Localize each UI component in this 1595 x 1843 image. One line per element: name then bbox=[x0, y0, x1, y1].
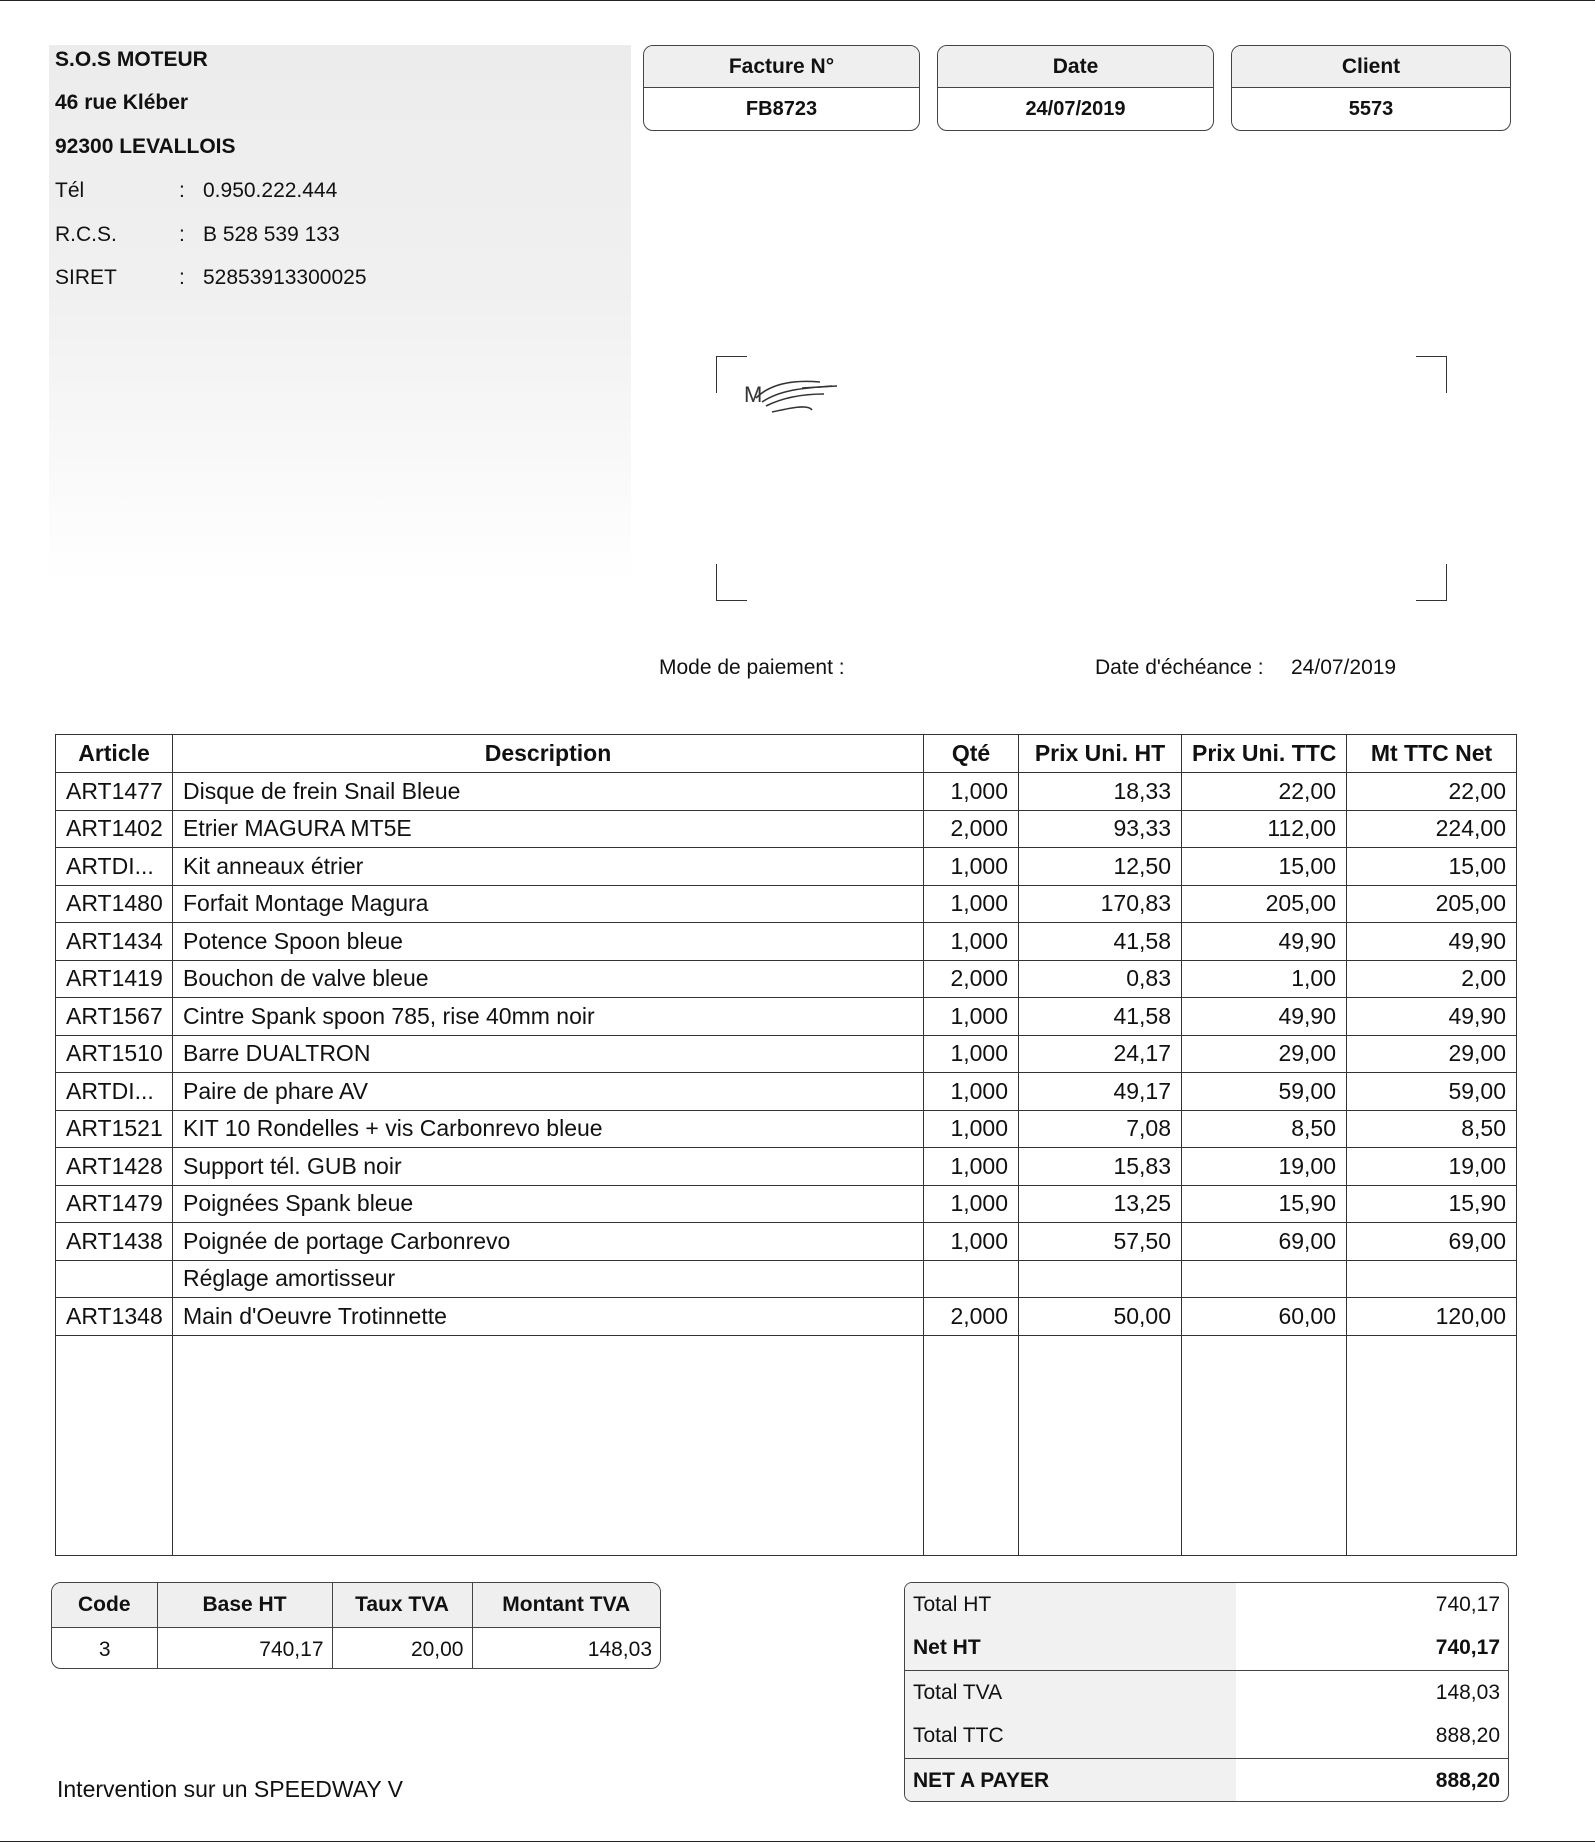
date-value: 24/07/2019 bbox=[1025, 98, 1126, 120]
cell-article: ART1510 bbox=[56, 1035, 173, 1073]
cell-total-ttc: 69,00 bbox=[1347, 1223, 1517, 1261]
col-description: Description bbox=[173, 735, 924, 773]
table-row bbox=[56, 848, 1517, 886]
vat-col-code: Code bbox=[52, 1583, 157, 1628]
cell-unit-price-ttc bbox=[1182, 1260, 1347, 1298]
company-city: 92300 LEVALLOIS bbox=[55, 135, 236, 158]
cell-description: Poignée de portage Carbonrevo bbox=[173, 1223, 924, 1261]
vat-base: 740,17 bbox=[157, 1628, 332, 1670]
vat-row bbox=[52, 1628, 660, 1670]
cell-unit-price-ht: 41,58 bbox=[1019, 998, 1182, 1036]
client-value: 5573 bbox=[1348, 98, 1394, 120]
cell-unit-price-ttc: 59,00 bbox=[1182, 1073, 1347, 1111]
cell-total-ttc: 205,00 bbox=[1347, 885, 1517, 923]
phone-value: 0.950.222.444 bbox=[203, 179, 338, 202]
vat-summary bbox=[51, 1582, 661, 1669]
totals-value: 740,17 bbox=[1435, 1636, 1500, 1660]
phone-separator: : bbox=[179, 179, 185, 202]
blank-cell bbox=[924, 1335, 1019, 1556]
logo-scribble-letter: M bbox=[744, 382, 763, 407]
cell-unit-price-ttc: 112,00 bbox=[1182, 810, 1347, 848]
cell-qty: 1,000 bbox=[924, 848, 1019, 886]
cell-qty bbox=[924, 1260, 1019, 1298]
cell-unit-price-ttc: 19,00 bbox=[1182, 1148, 1347, 1186]
totals-box bbox=[904, 1582, 1509, 1802]
client-box bbox=[1231, 45, 1511, 131]
totals-label: NET A PAYER bbox=[905, 1759, 1236, 1803]
table-row bbox=[56, 1298, 1517, 1336]
cell-unit-price-ttc: 49,90 bbox=[1182, 923, 1347, 961]
date-box bbox=[937, 45, 1214, 131]
cell-article: ART1479 bbox=[56, 1185, 173, 1223]
cell-qty: 1,000 bbox=[924, 923, 1019, 961]
due-date-value: 24/07/2019 bbox=[1291, 656, 1397, 679]
cell-total-ttc: 8,50 bbox=[1347, 1110, 1517, 1148]
cell-total-ttc: 15,90 bbox=[1347, 1185, 1517, 1223]
cell-total-ttc: 22,00 bbox=[1347, 773, 1517, 811]
cell-description: KIT 10 Rondelles + vis Carbonrevo bleue bbox=[173, 1110, 924, 1148]
cell-article: ART1348 bbox=[56, 1298, 173, 1336]
cell-total-ttc: 19,00 bbox=[1347, 1148, 1517, 1186]
cell-qty: 2,000 bbox=[924, 1298, 1019, 1336]
cell-unit-price-ht: 50,00 bbox=[1019, 1298, 1182, 1336]
cell-unit-price-ttc: 15,00 bbox=[1182, 848, 1347, 886]
cell-article bbox=[56, 1260, 173, 1298]
table-row bbox=[56, 1260, 1517, 1298]
table-row bbox=[56, 1110, 1517, 1148]
cell-description: Réglage amortisseur bbox=[173, 1260, 924, 1298]
table-blank-space bbox=[56, 1335, 1517, 1556]
cell-unit-price-ttc: 205,00 bbox=[1182, 885, 1347, 923]
blank-cell bbox=[173, 1335, 924, 1556]
company-phone bbox=[55, 179, 337, 203]
cell-unit-price-ht: 41,58 bbox=[1019, 923, 1182, 961]
cell-unit-price-ht bbox=[1019, 1260, 1182, 1298]
totals-row bbox=[905, 1759, 1508, 1803]
cell-article: ARTDI... bbox=[56, 848, 173, 886]
totals-label: Total TVA bbox=[905, 1671, 1236, 1715]
cell-unit-price-ttc: 69,00 bbox=[1182, 1223, 1347, 1261]
top-rule bbox=[0, 0, 1595, 1]
vat-code: 3 bbox=[52, 1628, 157, 1670]
cell-description: Forfait Montage Magura bbox=[173, 885, 924, 923]
vat-col-rate: Taux TVA bbox=[332, 1583, 472, 1628]
invoice-number-label: Facture N° bbox=[644, 46, 919, 88]
totals-value: 148,03 bbox=[1236, 1671, 1508, 1715]
table-row bbox=[56, 998, 1517, 1036]
cell-total-ttc: 59,00 bbox=[1347, 1073, 1517, 1111]
cell-unit-price-ht: 0,83 bbox=[1019, 960, 1182, 998]
items-table bbox=[55, 734, 1517, 1556]
vat-col-amount: Montant TVA bbox=[472, 1583, 660, 1628]
table-row bbox=[56, 923, 1517, 961]
frame-corner-bottom-right bbox=[1416, 564, 1447, 601]
cell-qty: 2,000 bbox=[924, 960, 1019, 998]
cell-article: ART1480 bbox=[56, 885, 173, 923]
cell-description: Cintre Spank spoon 785, rise 40mm noir bbox=[173, 998, 924, 1036]
cell-description: Support tél. GUB noir bbox=[173, 1148, 924, 1186]
frame-corner-bottom-left bbox=[716, 564, 747, 601]
cell-total-ttc: 49,90 bbox=[1347, 998, 1517, 1036]
totals-label: Total HT bbox=[905, 1583, 1236, 1627]
client-label: Client bbox=[1232, 46, 1510, 88]
cell-total-ttc: 29,00 bbox=[1347, 1035, 1517, 1073]
totals-row bbox=[905, 1583, 1508, 1627]
rcs-label: R.C.S. bbox=[55, 223, 117, 246]
cell-total-ttc: 224,00 bbox=[1347, 810, 1517, 848]
cell-description: Bouchon de valve bleue bbox=[173, 960, 924, 998]
totals-row bbox=[905, 1715, 1508, 1759]
cell-unit-price-ht: 57,50 bbox=[1019, 1223, 1182, 1261]
cell-description: Paire de phare AV bbox=[173, 1073, 924, 1111]
cell-description: Poignées Spank bleue bbox=[173, 1185, 924, 1223]
bottom-rule bbox=[0, 1841, 1595, 1842]
table-row bbox=[56, 1223, 1517, 1261]
cell-article: ART1428 bbox=[56, 1148, 173, 1186]
vat-header-row bbox=[52, 1583, 660, 1628]
date-label: Date bbox=[938, 46, 1213, 88]
blank-cell bbox=[1182, 1335, 1347, 1556]
cell-unit-price-ttc: 49,90 bbox=[1182, 998, 1347, 1036]
siret-label: SIRET bbox=[55, 266, 117, 289]
blank-cell bbox=[56, 1335, 173, 1556]
items-body bbox=[56, 773, 1517, 1556]
cell-qty: 1,000 bbox=[924, 1148, 1019, 1186]
vat-rate: 20,00 bbox=[332, 1628, 472, 1670]
frame-corner-top-right bbox=[1416, 356, 1447, 393]
totals-row bbox=[905, 1671, 1508, 1715]
cell-qty: 1,000 bbox=[924, 885, 1019, 923]
cell-qty: 1,000 bbox=[924, 1035, 1019, 1073]
rcs-separator: : bbox=[179, 223, 185, 246]
table-row bbox=[56, 1185, 1517, 1223]
cell-unit-price-ht: 49,17 bbox=[1019, 1073, 1182, 1111]
cell-unit-price-ttc: 8,50 bbox=[1182, 1110, 1347, 1148]
cell-total-ttc: 120,00 bbox=[1347, 1298, 1517, 1336]
cell-article: ART1434 bbox=[56, 923, 173, 961]
cell-article: ARTDI... bbox=[56, 1073, 173, 1111]
col-total-ttc: Mt TTC Net bbox=[1347, 735, 1517, 773]
table-row bbox=[56, 1073, 1517, 1111]
vat-amount: 148,03 bbox=[587, 1638, 652, 1661]
company-rcs bbox=[55, 223, 340, 247]
company-siret bbox=[55, 266, 367, 290]
cell-unit-price-ht: 7,08 bbox=[1019, 1110, 1182, 1148]
cell-unit-price-ttc: 15,90 bbox=[1182, 1185, 1347, 1223]
table-row bbox=[56, 960, 1517, 998]
totals-value: 888,20 bbox=[1435, 1724, 1500, 1748]
cell-total-ttc: 15,00 bbox=[1347, 848, 1517, 886]
cell-total-ttc: 49,90 bbox=[1347, 923, 1517, 961]
cell-unit-price-ht: 15,83 bbox=[1019, 1148, 1182, 1186]
cell-description: Kit anneaux étrier bbox=[173, 848, 924, 886]
cell-unit-price-ttc: 29,00 bbox=[1182, 1035, 1347, 1073]
logo-scribble bbox=[742, 372, 852, 420]
due-date-label: Date d'échéance : bbox=[1095, 656, 1264, 679]
totals-label: Total TTC bbox=[905, 1715, 1236, 1759]
col-article: Article bbox=[56, 735, 173, 773]
table-row bbox=[56, 885, 1517, 923]
cell-article: ART1521 bbox=[56, 1110, 173, 1148]
cell-description: Main d'Oeuvre Trotinnette bbox=[173, 1298, 924, 1336]
cell-total-ttc bbox=[1347, 1260, 1517, 1298]
siret-value: 52853913300025 bbox=[203, 266, 367, 289]
cell-unit-price-ht: 12,50 bbox=[1019, 848, 1182, 886]
cell-unit-price-ht: 170,83 bbox=[1019, 885, 1182, 923]
cell-description: Barre DUALTRON bbox=[173, 1035, 924, 1073]
cell-unit-price-ttc: 60,00 bbox=[1182, 1298, 1347, 1336]
company-address: 46 rue Kléber bbox=[55, 91, 189, 114]
cell-description: Etrier MAGURA MT5E bbox=[173, 810, 924, 848]
col-qty: Qté bbox=[924, 735, 1019, 773]
blank-cell bbox=[1347, 1335, 1517, 1556]
rcs-value: B 528 539 133 bbox=[203, 223, 340, 246]
cell-article: ART1477 bbox=[56, 773, 173, 811]
cell-article: ART1402 bbox=[56, 810, 173, 848]
cell-unit-price-ttc: 1,00 bbox=[1182, 960, 1347, 998]
cell-description: Disque de frein Snail Bleue bbox=[173, 773, 924, 811]
table-row bbox=[56, 773, 1517, 811]
vat-col-base: Base HT bbox=[157, 1583, 332, 1628]
totals-value: 740,17 bbox=[1435, 1592, 1500, 1616]
col-unit-price-ht: Prix Uni. HT bbox=[1019, 735, 1182, 773]
company-block bbox=[49, 45, 631, 585]
cell-description: Potence Spoon bleue bbox=[173, 923, 924, 961]
invoice-number-box bbox=[643, 45, 920, 131]
cell-qty: 1,000 bbox=[924, 1110, 1019, 1148]
col-unit-price-ttc: Prix Uni. TTC bbox=[1182, 735, 1347, 773]
cell-unit-price-ht: 24,17 bbox=[1019, 1035, 1182, 1073]
cell-qty: 1,000 bbox=[924, 1073, 1019, 1111]
cell-qty: 2,000 bbox=[924, 810, 1019, 848]
invoice-number-value: FB8723 bbox=[745, 98, 818, 120]
cell-unit-price-ttc: 22,00 bbox=[1182, 773, 1347, 811]
cell-article: ART1567 bbox=[56, 998, 173, 1036]
cell-article: ART1419 bbox=[56, 960, 173, 998]
totals-value: 888,20 bbox=[1236, 1759, 1508, 1803]
cell-qty: 1,000 bbox=[924, 1223, 1019, 1261]
siret-separator: : bbox=[179, 266, 185, 289]
cell-unit-price-ht: 13,25 bbox=[1019, 1185, 1182, 1223]
phone-label: Tél bbox=[55, 179, 85, 202]
intervention-note: Intervention sur un SPEEDWAY V bbox=[57, 1776, 404, 1802]
items-header-row bbox=[56, 735, 1517, 773]
company-name: S.O.S MOTEUR bbox=[55, 48, 208, 71]
cell-total-ttc: 2,00 bbox=[1347, 960, 1517, 998]
table-row bbox=[56, 810, 1517, 848]
table-row bbox=[56, 1148, 1517, 1186]
cell-article: ART1438 bbox=[56, 1223, 173, 1261]
cell-qty: 1,000 bbox=[924, 1185, 1019, 1223]
cell-unit-price-ht: 18,33 bbox=[1019, 773, 1182, 811]
cell-qty: 1,000 bbox=[924, 773, 1019, 811]
totals-body bbox=[905, 1583, 1508, 1802]
cell-qty: 1,000 bbox=[924, 998, 1019, 1036]
payment-mode-label: Mode de paiement : bbox=[659, 656, 845, 679]
blank-cell bbox=[1019, 1335, 1182, 1556]
totals-row bbox=[905, 1627, 1508, 1671]
totals-label: Net HT bbox=[905, 1627, 1236, 1671]
cell-unit-price-ht: 93,33 bbox=[1019, 810, 1182, 848]
table-row bbox=[56, 1035, 1517, 1073]
